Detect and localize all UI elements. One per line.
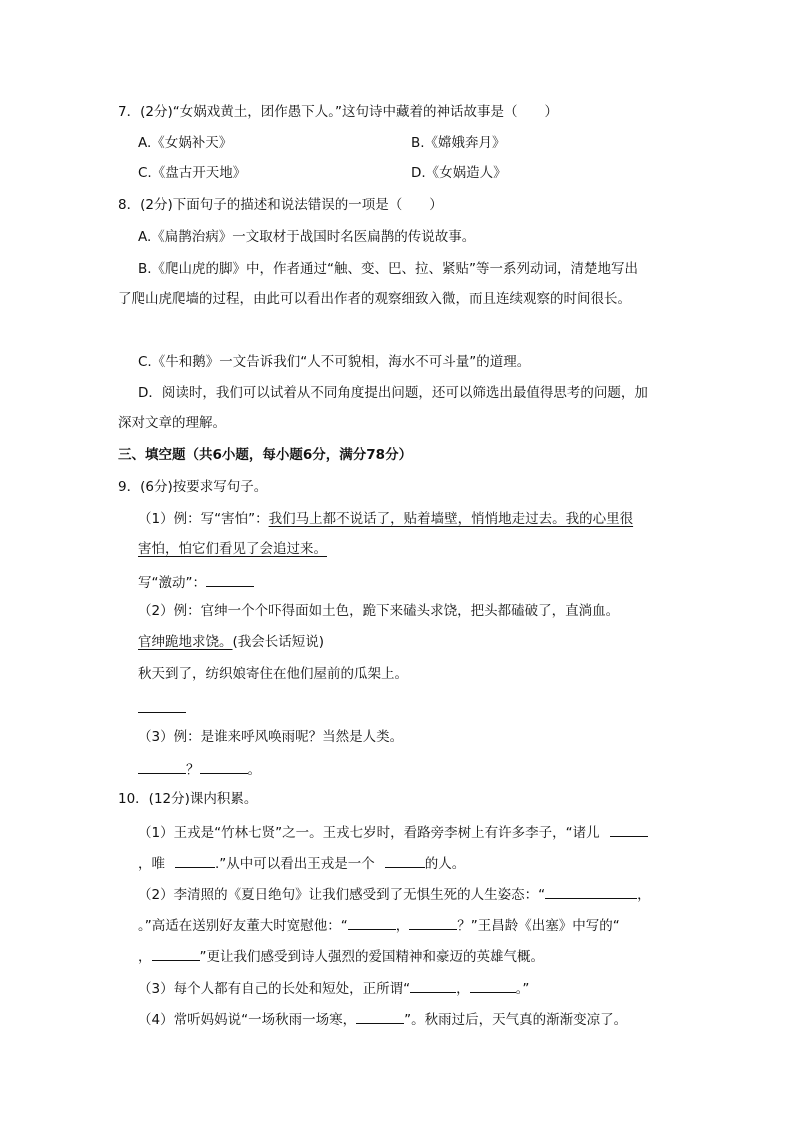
q10-part3-text: （3）每个人都有自己的长处和短处，正所谓“ — [138, 981, 411, 997]
q10-part2-blank-3[interactable] — [409, 915, 457, 930]
q8-option-b-line2[interactable]: 了爬山虎爬墙的过程，由此可以看出作者的观察细致入微，而且连续观察的时间很长。 — [118, 291, 631, 307]
q9-part3-answer — [138, 759, 261, 779]
q9-part2-note: (我会长话短说) — [232, 634, 325, 650]
q8-option-c[interactable]: C.《牛和鹅》一文告诉我们“人不可貌相，海水不可斗量”的道理。 — [138, 354, 531, 370]
q10-part1-text-2: ，唯 — [138, 856, 165, 872]
q10-part4-text-2: ”。秋雨过后，天气真的渐渐变凉了。 — [404, 1012, 628, 1028]
q10-part1-blank-1[interactable] — [610, 822, 648, 837]
q10-part1-blank-3[interactable] — [385, 853, 425, 868]
q10-part2-blank-1[interactable] — [545, 884, 637, 899]
q8-option-d-line1[interactable]: D．阅读时，我们可以试着从不同角度提出问题，还可以筛选出最值得思考的问题，加 — [138, 385, 648, 401]
q7-stem: 7．(2分)“女娲戏黄土，团作愚下人。”这句诗中藏着的神话故事是（ ） — [118, 104, 558, 120]
q10-part2-text-4: ”更让我们感受到诗人强烈的爱国精神和豪迈的英雄气概。 — [199, 949, 544, 965]
q9-part3-example: （3）例：是谁来呼风唤雨呢？当然是人类。 — [138, 729, 404, 745]
q10-part2-blank-2[interactable] — [348, 915, 396, 930]
q10-part2-comma-2: ， — [395, 918, 410, 934]
q7-option-c[interactable]: C.《盘古开天地》 — [138, 165, 247, 181]
q9-part1-answer-blank[interactable] — [206, 572, 254, 587]
q10-part2-comma-3: ， — [138, 949, 152, 965]
q9-part2-answer-line — [138, 633, 324, 651]
q9-part3-question-mark: ？ — [186, 762, 200, 778]
q8-option-a[interactable]: A.《扁鹊治病》一文取材于战国时名医扁鹊的传说故事。 — [138, 229, 476, 245]
q9-part1-example: 我们马上都不说话了，贴着墙壁，悄悄地走过去。我的心里很 — [268, 511, 634, 527]
q7-option-d[interactable]: D.《女娲造人》 — [411, 165, 507, 181]
q10-part2-line2 — [138, 915, 620, 935]
q9-part1-line1 — [138, 510, 633, 528]
q10-part2-text-2: 。”高适在送别好友董大时宽慰他：“ — [138, 918, 348, 934]
q9-part2-answer: 官绅跪地求饶。 — [138, 634, 233, 650]
q9-part3-period: 。 — [247, 762, 261, 778]
q7-option-a[interactable]: A.《女娲补天》 — [138, 135, 233, 151]
q10-part2-line1 — [138, 884, 651, 904]
q10-part2-comma: ， — [637, 887, 651, 903]
q10-part3-blank-2[interactable] — [470, 978, 516, 993]
q10-part2-text-3: ？”王昌龄《出塞》中写的“ — [457, 918, 620, 934]
q10-part2-line3 — [138, 946, 544, 966]
q10-part1-text-4: 的人。 — [424, 856, 466, 872]
q10-part3 — [138, 978, 529, 998]
q8-option-b-line1[interactable]: B.《爬山虎的脚》中，作者通过“触、变、巴、拉、紧贴”等一系列动词，清楚地写出 — [138, 261, 639, 277]
q10-part3-end: 。” — [515, 981, 530, 997]
q9-part1-example-cont: 害怕，怕它们看见了会追过来。 — [138, 541, 327, 557]
q10-part1-blank-2[interactable] — [175, 853, 215, 868]
q9-part1-prefix: （1）例：写“害怕”： — [138, 511, 269, 527]
q9-part3-blank-2[interactable] — [200, 759, 248, 774]
q9-part2-answer-blank[interactable] — [138, 698, 186, 713]
q9-part2-example: （2）例：官绅一个个吓得面如土色，跪下来磕头求饶，把头都磕破了，直淌血。 — [138, 603, 620, 619]
q10-part3-blank-1[interactable] — [410, 978, 456, 993]
q10-part1-line2 — [138, 853, 465, 873]
q9-part1-task — [138, 572, 254, 592]
q10-part4 — [138, 1009, 627, 1029]
q10-part1-line1 — [138, 822, 648, 842]
q10-part1-text: （1）王戎是“竹林七贤”之一。王戎七岁时，看路旁李树上有许多李子，“诸儿 — [138, 825, 600, 841]
q9-part3-blank-1[interactable] — [138, 759, 186, 774]
q10-stem: 10．(12分)课内积累。 — [118, 791, 258, 807]
q10-part2-text: （2）李清照的《夏日绝句》让我们感受到了无惧生死的人生姿态：“ — [138, 887, 546, 903]
q8-stem: 8．(2分)下面句子的描述和说法错误的一项是（ ） — [118, 197, 443, 213]
q9-part2-task: 秋天到了，纺织娘寄住在他们屋前的瓜架上。 — [138, 666, 408, 682]
q9-part1-task-label: 写“激动”： — [138, 575, 206, 591]
q10-part1-text-3: .”从中可以看出王戎是一个 — [215, 856, 375, 872]
q10-part4-text: （4）常听妈妈说“一场秋雨一场寒， — [138, 1012, 357, 1028]
q10-part3-comma: ， — [456, 981, 470, 997]
q10-part4-blank[interactable] — [356, 1009, 404, 1024]
q10-part2-blank-4[interactable] — [152, 946, 200, 961]
q9-stem: 9．(6分)按要求写句子。 — [118, 479, 268, 495]
q7-option-b[interactable]: B.《嫦娥奔月》 — [411, 135, 506, 151]
q8-option-d-line2[interactable]: 深对文章的理解。 — [118, 415, 226, 431]
section-3-title: 三、填空题（共6小题，每小题6分，满分78分） — [118, 447, 413, 463]
